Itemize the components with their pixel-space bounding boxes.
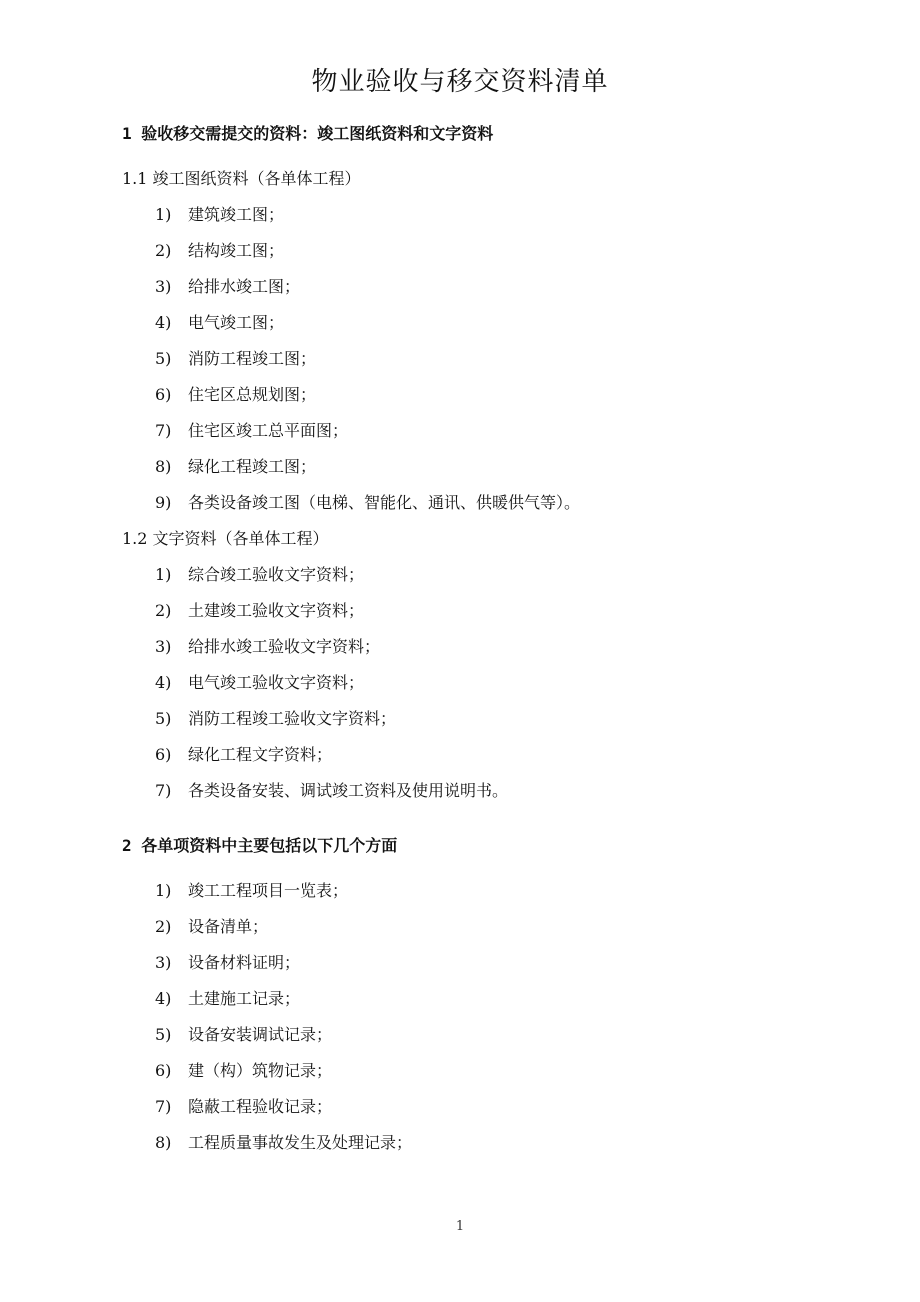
section-2-heading: 2 各单项资料中主要包括以下几个方面 — [122, 836, 398, 855]
list-item-text: 设备材料证明； — [188, 953, 301, 972]
list-item — [155, 347, 316, 371]
list-item-text: 建（构）筑物记录； — [188, 1061, 333, 1080]
list-item — [155, 987, 300, 1011]
list-item-text: 住宅区总规划图； — [188, 385, 317, 404]
list-item — [155, 599, 364, 623]
page-number: 1 — [455, 1219, 465, 1234]
list-item-text: 给排水竣工验收文字资料； — [188, 637, 381, 656]
list-item-number: 1) — [155, 565, 172, 584]
list-item-text: 住宅区竣工总平面图； — [188, 421, 349, 440]
list-item-number: 5) — [155, 709, 172, 728]
list-item-number: 7) — [155, 781, 172, 800]
list-item-text: 绿化工程竣工图； — [188, 457, 317, 476]
list-item — [155, 491, 580, 515]
list-item-text: 电气竣工验收文字资料； — [188, 673, 365, 692]
list-item — [155, 779, 508, 803]
list-item-number: 3) — [155, 277, 172, 296]
list-item — [155, 563, 364, 587]
list-item — [155, 1095, 332, 1119]
list-item — [155, 879, 348, 903]
list-item-number: 4) — [155, 313, 172, 332]
list-item-text: 建筑竣工图； — [188, 205, 285, 224]
list-item-number: 3) — [155, 637, 172, 656]
list-item — [155, 707, 396, 731]
list-item-number: 3) — [155, 953, 172, 972]
list-item-text: 工程质量事故发生及处理记录； — [188, 1133, 413, 1152]
list-item-text: 各类设备安装、调试竣工资料及使用说明书。 — [188, 781, 509, 800]
list-item-number: 9) — [155, 493, 172, 512]
list-item-number: 4) — [155, 989, 172, 1008]
list-item-number: 6) — [155, 385, 172, 404]
list-item — [155, 239, 284, 263]
list-item-text: 竣工工程项目一览表； — [188, 881, 349, 900]
list-item — [155, 915, 268, 939]
list-item-number: 8) — [155, 1133, 172, 1152]
list-item-number: 6) — [155, 745, 172, 764]
list-item-number: 2) — [155, 917, 172, 936]
list-item-text: 绿化工程文字资料； — [188, 745, 333, 764]
list-item — [155, 275, 300, 299]
list-item-number: 5) — [155, 349, 172, 368]
list-item — [155, 671, 364, 695]
list-item-number: 7) — [155, 1097, 172, 1116]
list-item-text: 综合竣工验收文字资料； — [188, 565, 365, 584]
list-item — [155, 455, 316, 479]
list-item — [155, 1059, 332, 1083]
list-item — [155, 419, 348, 443]
list-item-number: 1) — [155, 205, 172, 224]
list-item-text: 设备清单； — [188, 917, 269, 936]
list-item-text: 给排水竣工图； — [188, 277, 301, 296]
list-item-text: 设备安装调试记录； — [188, 1025, 333, 1044]
list-item — [155, 1131, 412, 1155]
list-item-text: 消防工程竣工验收文字资料； — [188, 709, 397, 728]
page-title: 物业验收与移交资料清单 — [311, 67, 609, 97]
list-item-text: 结构竣工图； — [188, 241, 285, 260]
list-item-number: 6) — [155, 1061, 172, 1080]
list-item-number: 2) — [155, 241, 172, 260]
list-item — [155, 951, 300, 975]
list-item-number: 1) — [155, 881, 172, 900]
list-item — [155, 743, 332, 767]
list-item-text: 各类设备竣工图（电梯、智能化、通讯、供暖供气等）。 — [188, 493, 581, 512]
subsection-1-1-heading: 1.1 竣工图纸资料（各单体工程） — [122, 169, 361, 188]
list-item — [155, 1023, 332, 1047]
list-item-text: 隐蔽工程验收记录； — [188, 1097, 333, 1116]
list-item — [155, 383, 316, 407]
list-item-number: 8) — [155, 457, 172, 476]
list-item — [155, 203, 284, 227]
list-item-text: 土建施工记录； — [188, 989, 301, 1008]
list-item — [155, 311, 284, 335]
list-item-text: 土建竣工验收文字资料； — [188, 601, 365, 620]
list-item-text: 消防工程竣工图； — [188, 349, 317, 368]
list-item-text: 电气竣工图； — [188, 313, 285, 332]
list-item-number: 5) — [155, 1025, 172, 1044]
list-item-number: 7) — [155, 421, 172, 440]
list-item — [155, 635, 380, 659]
subsection-1-2-heading: 1.2 文字资料（各单体工程） — [122, 529, 329, 548]
section-1-heading: 1 验收移交需提交的资料：竣工图纸资料和文字资料 — [122, 124, 494, 143]
list-item-number: 2) — [155, 601, 172, 620]
list-item-number: 4) — [155, 673, 172, 692]
